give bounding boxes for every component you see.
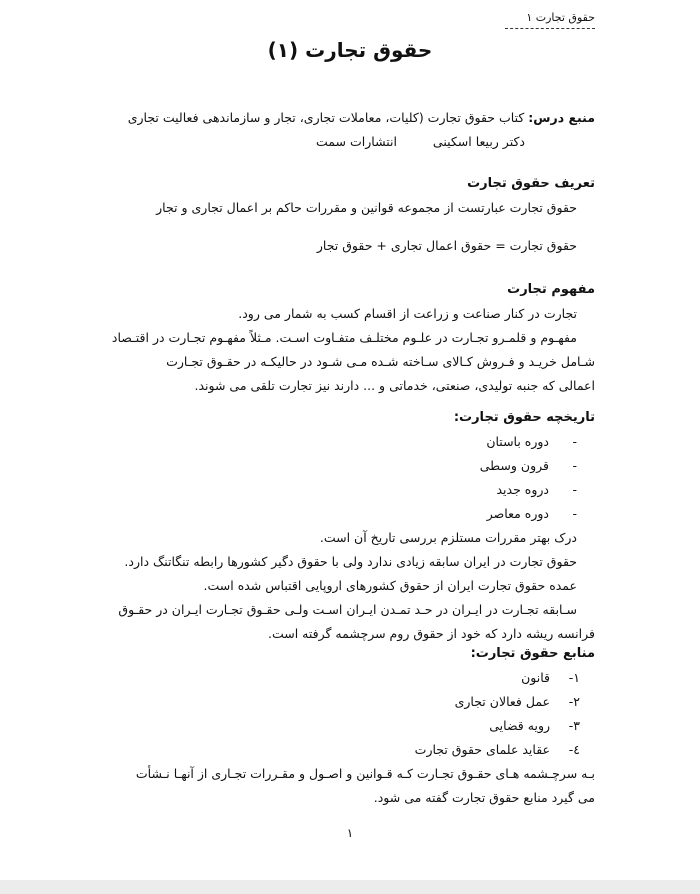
sources-heading: منابع حقوق تجارت:	[470, 646, 595, 661]
list-item: -دروه جدید	[100, 478, 595, 502]
bullet: -	[572, 458, 577, 473]
history-line-2: حقوق تجارت در ایران سابقه زیادی ندارد ولی با حقوق دگیر کشورها رابطه تنگاتنگ دارد.	[124, 554, 577, 569]
formula-section	[100, 234, 595, 258]
definition-text: حقوق تجارت عبارتست از مجموعه قوانین و مقررات حاکم بر اعمال تجاری و تجار	[156, 200, 577, 215]
concept-line-3: شـامل خریـد و فـروش کـالای سـاخته شـده مـی شـود در حالیکـه در حقـوق تجـارت	[166, 354, 595, 369]
page-number: ۱	[346, 826, 354, 840]
sources-line-1: بـه سرچـشمه هـای حقـوق تجـارت کـه قـوانین و اصـول و مقـررات تجـاری از آنهـا نـشأت	[135, 766, 595, 781]
list-item: -دوره معاصر	[100, 502, 595, 526]
source-publisher: انتشارات سمت	[316, 134, 397, 149]
concept-line-4: اعمالی که جنبه تولیدی، صنعتی، خدماتی و ... دارند نیز تجارت تلقی می شوند.	[194, 378, 595, 393]
concept-section	[100, 278, 595, 398]
running-header-rule	[505, 28, 595, 29]
history-line-3: عمده حقوق تجارت ایران از حقوق کشورهای اروپایی اقتباس شده است.	[203, 578, 577, 593]
running-header	[505, 10, 595, 29]
list-item: ۲- عمل فعالان تجاری	[454, 694, 580, 709]
sources-list	[100, 666, 595, 762]
concept-heading: مفهوم تجارت	[507, 282, 595, 297]
definition-section	[100, 172, 595, 220]
bullet: -	[572, 506, 577, 521]
sources-line-2: می گیرد منابع حقوق تجارت گفته می شود.	[373, 790, 595, 805]
list-item: ۱- قانون	[521, 670, 580, 685]
history-line-1: درک بهتر مقررات مستلزم بررسی تاریخ آن است.	[319, 530, 577, 545]
sources-section	[100, 642, 595, 810]
source-label: منبع درس:	[528, 110, 595, 125]
concept-line-2: مفهـوم و قلمـرو تجـارت در علـوم مختلـف متفـاوت اسـت. مـثلاً مفهـوم تجـارت در اقتـصاد	[111, 330, 577, 345]
concept-line-1: تجارت در کنار صناعت و زراعت از اقسام کسب به شمار می رود.	[238, 306, 577, 321]
history-line-4: سـابقه تجـارت در ایـران در حـد تمـدن ایـران اسـت ولـی حقـوق تجـارت ایـران در حقـوق	[118, 602, 577, 617]
definition-formula: حقوق تجارت = حقوق اعمال تجاری + حقوق تجار	[316, 238, 577, 253]
list-item: ۳- رویه قضایی	[489, 718, 580, 733]
list-item: ٤- عقاید علمای حقوق تجارت	[414, 742, 580, 757]
running-header-title: حقوق تجارت ۱	[526, 11, 595, 24]
bullet: -	[572, 434, 577, 449]
history-section	[100, 406, 595, 646]
history-line-5: فرانسه ریشه دارد که خود از حقوق روم سرچشمه گرفته است.	[267, 626, 595, 641]
document-title: حقوق تجارت (۱)	[267, 38, 433, 62]
bullet: -	[572, 482, 577, 497]
source-text: کتاب حقوق تجارت (کلیات، معاملات تجاری، تجار و سازماندهی فعالیت تجاری	[127, 110, 525, 125]
history-heading: تاریخچه حقوق تجارت:	[453, 410, 595, 425]
definition-heading: تعریف حقوق تجارت	[467, 176, 595, 191]
list-item: -قرون وسطی	[100, 454, 595, 478]
source-author: دکتر ربیعا اسکینی	[432, 134, 525, 149]
list-item: -دوره باستان	[100, 430, 595, 454]
history-periods-list	[100, 430, 595, 526]
source-section	[100, 106, 595, 154]
